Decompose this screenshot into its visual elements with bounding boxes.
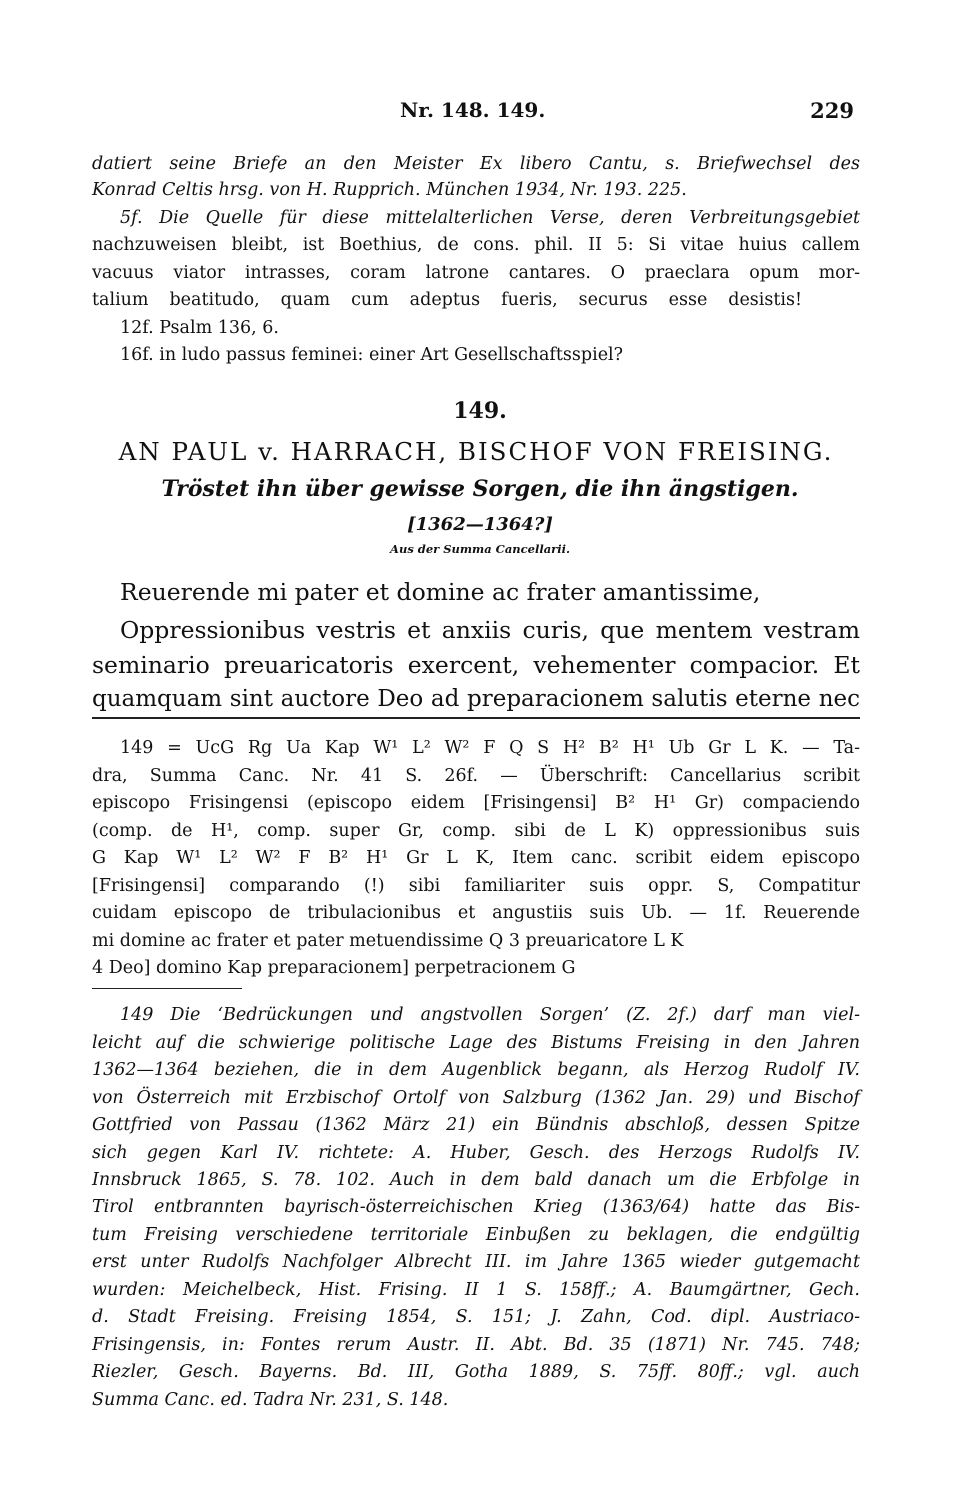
document-date: [1362—1364?]: [407, 514, 553, 535]
apparatus-line: cuidam episcopo de tribulacionibus et angustiis suis Ub. — 1f. Reuerende: [92, 903, 860, 923]
commentary-line: von Österreich mit Erzbischof Ortolf von Salzburg (1362 Jan. 29) und Bischof: [92, 1088, 860, 1108]
apparatus-line: 149 = UcG Rg Ua Kap W¹ L² W² F Q S H² B² H¹ Ub Gr L K. — Ta-: [120, 738, 860, 758]
letter-line: quamquam sint auctore Deo ad preparacionem salutis eterne nec: [92, 686, 860, 712]
commentary-line: Tirol entbrannten bayrisch-österreichischen Krieg (1363/64) hatte das Bis-: [92, 1197, 860, 1217]
note-line: nachzuweisen bleibt, ist Boethius, de cons. phil. II 5: Si vitae huius callem: [92, 235, 860, 255]
apparatus-line: mi domine ac frater et pater metuendissime Q 3 preuaricatore L K: [92, 931, 684, 951]
note-line: 5f. Die Quelle für diese mittelalterlichen Verse, deren Verbreitungsgebiet: [120, 208, 860, 228]
commentary-line: wurden: Meichelbeck, Hist. Frising. II 1 S. 158ff.; A. Baumgärtner, Gech.: [92, 1280, 860, 1300]
commentary-line: Gottfried von Passau (1362 März 21) ein Bündnis abschloß, dessen Spitze: [92, 1115, 860, 1135]
page-header: [92, 98, 860, 130]
commentary-line: sich gegen Karl IV. richtete: A. Huber, Gesch. des Herzogs Rudolfs IV.: [92, 1143, 860, 1163]
apparatus-line: G Kap W¹ L² W² F B² H¹ Gr L K, Item canc. scribit eidem episcopo: [92, 848, 860, 868]
footnote-separator: [92, 717, 860, 719]
document-summary: Tröstet ihn über gewisse Sorgen, die ihn ängstigen.: [161, 476, 799, 502]
commentary-line: 149 Die ‘Bedrückungen und angstvollen Sorgen’ (Z. 2f.) darf man viel-: [120, 1005, 860, 1025]
commentary-line: Riezler, Gesch. Bayerns. Bd. III, Gotha 1889, S. 75ff. 80ff.; vgl. auch: [92, 1362, 860, 1382]
note-line: Konrad Celtis hrsg. von H. Rupprich. München 1934, Nr. 193. 225.: [92, 180, 687, 200]
note-line: talium beatitudo, quam cum adeptus fueris, securus esse desistis!: [92, 290, 802, 310]
document-source: Aus der Summa Cancellarii.: [390, 542, 570, 556]
document-title: AN PAUL v. HARRACH, BISCHOF VON FREISING.: [118, 437, 834, 466]
page-number: 229: [810, 98, 854, 123]
commentary-line: Frisingensis, in: Fontes rerum Austr. II. Abt. Bd. 35 (1871) Nr. 745. 748;: [92, 1335, 860, 1355]
letter-line: Oppressionibus vestris et anxiis curis, que mentem vestram: [120, 616, 860, 644]
letter-line: Reuerende mi pater et domine ac frater amantissime,: [120, 578, 761, 606]
commentary-line: Summa Canc. ed. Tadra Nr. 231, S. 148.: [92, 1390, 449, 1410]
letter-line: seminario preuaricatoris exercent, vehementer compacior. Et: [92, 651, 860, 679]
note-line: 16f. in ludo passus feminei: einer Art Gesellschaftsspiel?: [120, 345, 624, 365]
note-line: datiert seine Briefe an den Meister Ex libero Cantu, s. Briefwechsel des: [92, 154, 860, 174]
commentary-line: leicht auf die schwierige politische Lage des Bistums Freising in den Jahren: [92, 1033, 860, 1053]
document-number: 149.: [453, 398, 507, 424]
note-line: vacuus viator intrasses, coram latrone cantares. O praeclara opum mor-: [92, 263, 860, 283]
apparatus-line: (comp. de H¹, comp. super Gr, comp. sibi de L K) oppressionibus suis: [92, 821, 860, 841]
commentary-line: erst unter Rudolfs Nachfolger Albrecht III. im Jahre 1365 wieder gutgemacht: [92, 1252, 860, 1272]
apparatus-line: episcopo Frisingensi (episcopo eidem [Frisingensi] B² H¹ Gr) compaciendo: [92, 793, 860, 813]
note-line: 12f. Psalm 136, 6.: [120, 318, 279, 338]
running-title: Nr. 148. 149.: [400, 98, 546, 122]
apparatus-line: 4 Deo] domino Kap preparacionem] perpetracionem G: [92, 958, 576, 978]
commentary-line: d. Stadt Freising. Freising 1854, S. 151; J. Zahn, Cod. dipl. Austriaco-: [92, 1307, 860, 1327]
apparatus-line: dra, Summa Canc. Nr. 41 S. 26f. — Überschrift: Cancellarius scribit: [92, 766, 860, 786]
commentary-line: 1362—1364 beziehen, die in dem Augenblick begann, als Herzog Rudolf IV.: [92, 1060, 860, 1080]
commentary-line: Innsbruck 1865, S. 78. 102. Auch in dem bald danach um die Erbfolge in: [92, 1170, 860, 1190]
commentary-separator: [92, 988, 242, 989]
commentary-line: tum Freising verschiedene territoriale Einbußen zu beklagen, die endgültig: [92, 1225, 860, 1245]
apparatus-line: [Frisingensi] comparando (!) sibi familiariter suis oppr. S, Compatitur: [92, 876, 860, 896]
